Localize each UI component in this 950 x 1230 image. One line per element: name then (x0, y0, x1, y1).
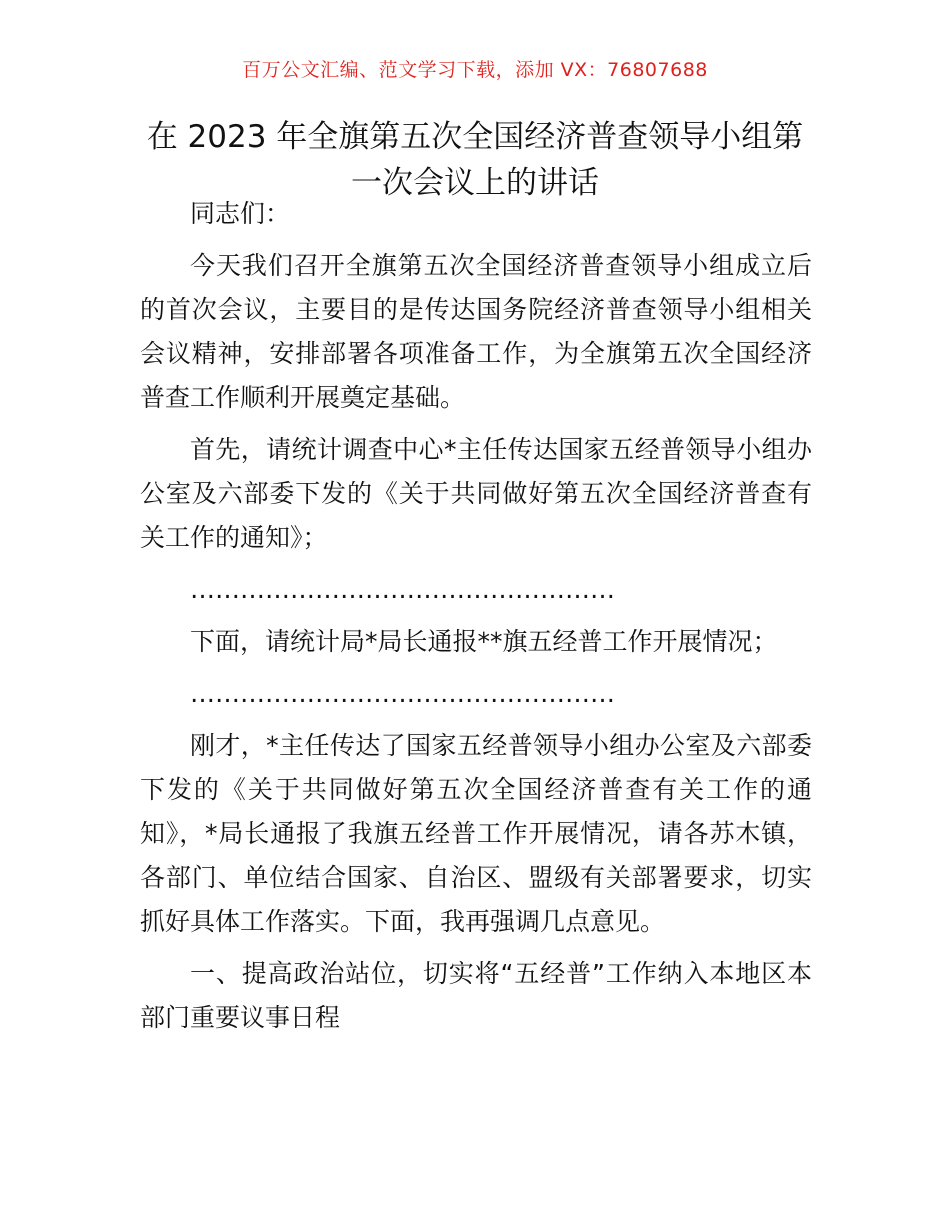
ellipsis-line: …………………………………………… (190, 679, 615, 708)
document-title: 在 2023 年全旗第五次全国经济普查领导小组第一次会议上的讲话 (146, 119, 804, 201)
ellipsis-line: …………………………………………… (190, 575, 615, 604)
paragraph-first-agenda: 首先，请统计调查中心*主任传达国家五经普领导小组办公室及六部委下发的《关于共同做好第五次全国经济普查有关工作的通知》； (140, 435, 812, 552)
paragraph-summary: 刚才，*主任传达了国家五经普领导小组办公室及六部委下发的《关于共同做好第五次全国经济普查有关工作的通知》，*局长通报了我旗五经普工作开展情况，请各苏木镇，各部门、单位结合国家、自治区、盟级有关部署要求，切实抓好具体工作落实。下面，我再强调几点意见。 (140, 731, 812, 936)
section-heading: 一、提高政治站位，切实将“五经普”工作纳入本地区本部门重要议事日程 (140, 959, 812, 1032)
document-body (140, 192, 812, 1048)
salutation: 同志们： (190, 199, 291, 228)
paragraph-second-agenda: 下面，请统计局*局长通报**旗五经普工作开展情况； (190, 627, 778, 656)
paragraph-opening: 今天我们召开全旗第五次全国经济普查领导小组成立后的首次会议，主要目的是传达国务院经济普查领导小组相关会议精神，安排部署各项准备工作，为全旗第五次全国经济普查工作顺利开展奠定基础。 (140, 251, 812, 412)
watermark: 百万公文汇编、范文学习下载，添加 VX：76807688 (242, 59, 708, 81)
